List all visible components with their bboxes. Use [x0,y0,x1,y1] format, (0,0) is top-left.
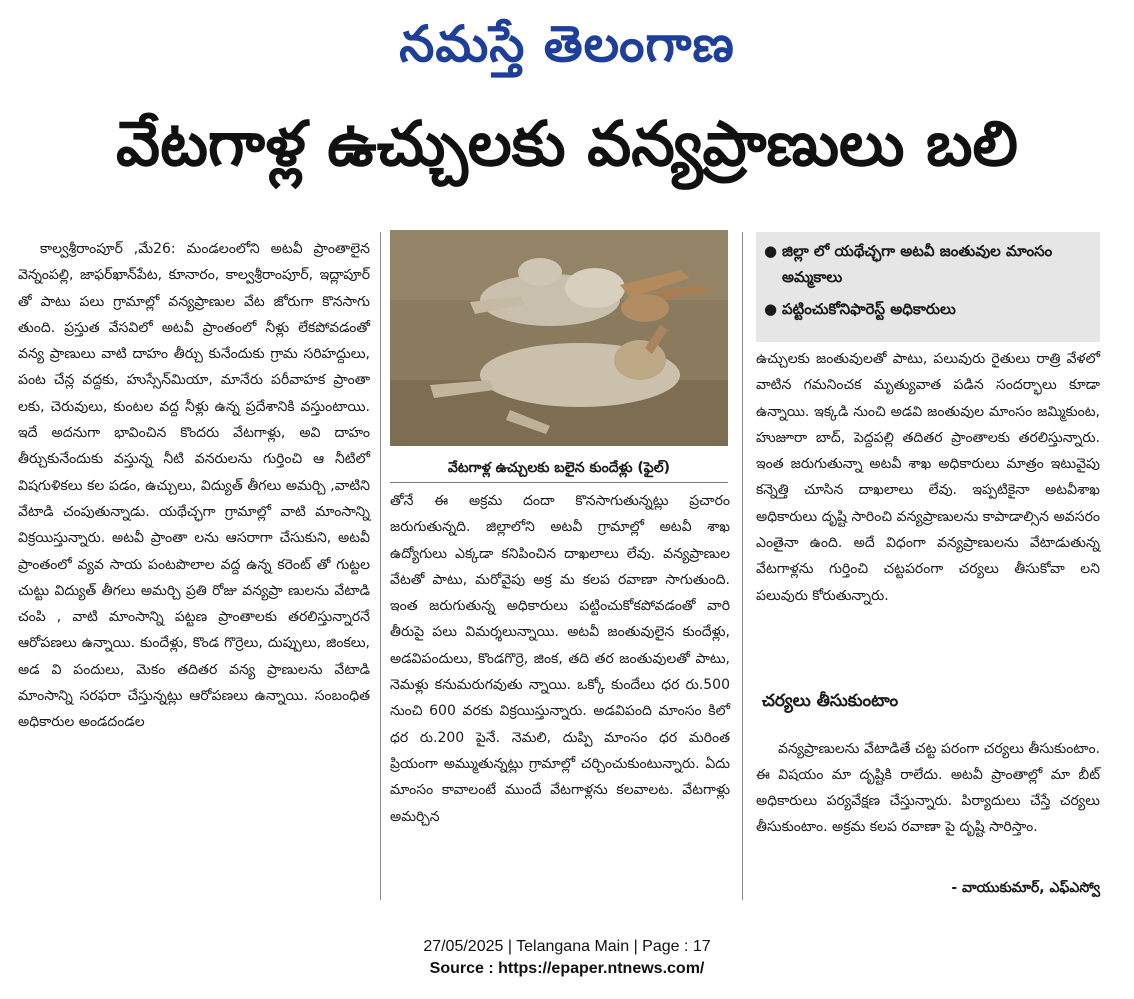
quote-byline: - వాయుకుమార్, ఎఫ్ఎస్వో [951,880,1100,896]
column-divider [380,232,381,900]
article-column-1 [18,236,370,736]
column-3-text: ఉచ్చులకు జంతువులతో పాటు, పలువురు రైతులు రాత్రి వేళలో వాటిన గమనించక మృత్యువాత పడిన సందర్భాలు కూడా ఉన్నాయి. ఇక్కడి నుంచి అడవి జంతువుల మాంసం జమ్మికుంట, హుజూరా బాద్, పెద్దపల్లి తదితర ప్రాంతాలకు తరలిస్తున్నారు. ఇంత జరుగుతున్నా అటవీ శాఖ అధికారులు మాత్రం ఇటువైపు కన్నెత్తి చూసిన దాఖలాలు లేవు. ఇప్పటికైనా అటవీశాఖ అధికారులు దృష్టి సారించి వన్యప్రాణులను కాపాడాల్సిన అవసరం ఎంతైనా ఉంది. అదే విధంగా వన్యప్రాణులను వేటాడుతున్న వేటగాళ్లను గుర్తించి చట్టపరంగా చర్యలు తీసుకోవా లని పలువురు కోరుతున్నారు. [756,351,1100,604]
article-column-3 [756,346,1100,609]
masthead-logo: నమస్తే తెలంగాణ [399,14,735,73]
quote-text: వన్యప్రాణులను వేటాడితే చట్ట పరంగా చర్యలు తీసుకుంటాం. ఈ విషయం మా దృష్టికి రాలేదు. అటవీ ప్రాంతాల్లో మా బీట్ అధికారులు పర్యవేక్షణ చేస్తున్నారు. పిర్యాదులు చేస్తే చర్యలు తీసుకుంటాం. అక్రమ కలప రవాణా పై దృష్టి సారిస్తాం. [756,741,1100,835]
column-1-text: కాల్వశ్రీరాంపూర్ ,మే26: మండలంలోని అటవీ ప్రాంతాలైన వెన్నంపల్లి, జాఫర్‌ఖాన్‌పేట, కూనారం, కాల్వశ్రీరాంపూర్, ఇద్లాపూర్ తో పాటు పలు గ్రామాల్లో వన్యప్రాణుల వేట జోరుగా కొనసాగు తుంది. ప్రస్తుత వేసవిలో అటవీ ప్రాంతంలో నీళ్లు లేకపోవడంతో వన్య ప్రాణులు వాటి దాహం తీర్చు కునేందుకు గ్రామ సరిహద్దులు, పంట చేన్ల వద్దకు, హుస్సేన్‌మియా, మానేరు పరీవాహక ప్రాంతా లకు, చెరువులు, కుంటల వద్ద నీళ్లు ఉన్న ప్రదేశానికి వస్తుంటాయి. ఇదే అదనుగా భావించిన కొందరు వేటగాళ్లు, అవి దాహం తీర్చుకునేందుకు వస్తున్న నీటి వనరులను గుర్తించి ఆ నీటిలో విషగుళికలు కల పడం, ఉచ్చులు, విద్యుత్ తీగలు అమర్చి ,వాటిని వేటాడి చంపుతున్నాడు. యథేచ్ఛగా గ్రామాల్లో వాటి మాంసాన్ని విక్రయిస్తున్నారు. అటవీ ప్రాంతా లను ఆసరాగా చేసుకుని, అటవీ ప్రాంతంలో వ్యవ సాయ పంటపొలాల వద్ద ఉన్న కరెంట్ తో గుట్టల చుట్టు విద్యుత్ తీగలు అమర్చి ప్రతి రోజు వన్యప్రా ణులను వేటాడి చంపి , వాటి మాంసాన్ని పట్టణ ప్రాంతాలకు తరలిస్తున్నారనే ఆరోపణలు ఉన్నాయి. కుందేళ్లు, కొండ గొర్రెలు, దుప్పులు, జింకలు, అడ వి పందులు, మెకం తదితర వన్య ప్రాణులను వేటాడి మాంసాన్ని సరఫరా చేస్తున్నట్లు ఆరోపణలు ఉన్నాయి. సంబంధిత అధికారుల అండదండల [18,241,370,731]
section-subheading: చర్యలు తీసుకుంటాం [762,691,899,711]
bullet-icon: ● [764,242,778,260]
article-column-2 [390,488,730,830]
footer-source: Source : https://epaper.ntnews.com/ [429,960,705,977]
photo-caption: వేటగాళ్ల ఉచ్చులకు బలైన కుందేళ్లు (ఫైల్) [390,454,728,483]
official-quote [756,736,1100,840]
highlights-box [756,232,1100,342]
footer-date-page: 27/05/2025 | Telangana Main | Page : 17 [423,938,711,955]
bullet-icon: ● [764,300,778,318]
article-headline: వేటగాళ్ల ఉచ్చులకు వన్యప్రాణులు బలి [115,107,1018,180]
highlight-item: ● జిల్లా లో యథేచ్ఛగా అటవీ జంతువుల మాంసం అమ్మకాలు [764,238,1092,290]
column-2-text: తోనే ఈ అక్రమ దందా కొనసాగుతున్నట్లు ప్రచారం జరుగుతున్నది. జిల్లాలోని అటవీ గ్రామాల్లో అటవీ శాఖ ఉద్యోగులు ఎక్కడా కనిపించిన దాఖలాలు లేవు. వన్యప్రాణుల వేటతో పాటు, మరోవైపు అక్ర మ కలప రవాణా సాగుతుంది. ఇంత జరుగుతున్న అధికారులు పట్టించుకోకపోవడంతో వారి తీరుపై పలు విమర్శలున్నాయి. అటవీ జంతువులైన కుందేళ్లు, అడవిపందులు, కొండగొర్రె, జింక, తది తర జంతువులతో పాటు, నెమళ్లు కనుమరుగవుతు న్నాయి. ఒక్కో కుందేలు ధర రు.500 నుంచి 600 వరకు విక్రయిస్తున్నారు. అడవిపంది మాంసం కిలో ధర రు.200 పైనే. నెమలి, దుప్పి మాంసం ధర మరింత ప్రియంగా అమ్ముతున్నట్లు గ్రామాల్లో చర్చించుకుంటున్నారు. ఏదు మాంసం కావాలంటే ముందే వేటగాళ్లను కలవాలట. వేటగాళ్లు అమర్చిన [390,493,730,825]
column-divider [742,232,743,900]
dead-hares-photo-illustration [390,230,728,446]
highlight-item: ● పట్టించుకోనిఫారెస్ట్ అధికారులు [764,296,1092,322]
article-photo [390,230,728,446]
